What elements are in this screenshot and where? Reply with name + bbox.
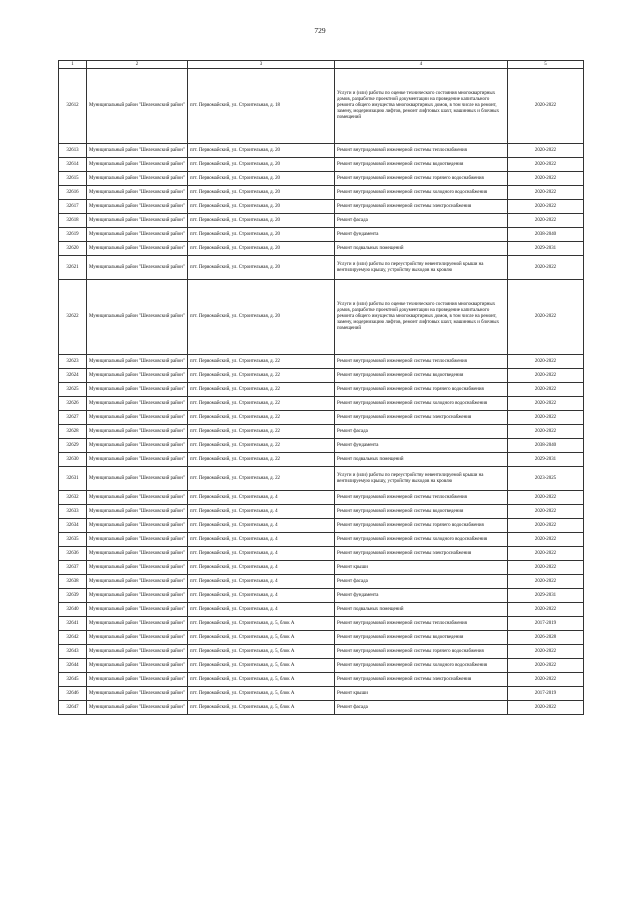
table-row	[59, 256, 584, 280]
building-address: пгт. Первомайский, ул. Строительная, д. 22	[188, 439, 335, 453]
table-row	[59, 519, 584, 533]
row-number: 32646	[59, 687, 87, 701]
table-row	[59, 561, 584, 575]
building-address: пгт. Первомайский, ул. Строительная, д. 20	[188, 228, 335, 242]
municipal-district: Муниципальный район "Шелеховский район"	[87, 425, 188, 439]
building-address: пгт. Первомайский, ул. Строительная, д. 22	[188, 453, 335, 467]
building-address: пгт. Первомайский, ул. Строительная, д. 5, блок А	[188, 673, 335, 687]
planned-period: 2020-2022	[508, 397, 584, 411]
building-address: пгт. Первомайский, ул. Строительная, д. 5, блок А	[188, 659, 335, 673]
row-number: 32628	[59, 425, 87, 439]
work-description: Ремонт внутридомовой инженерной системы холодного водоснабжения	[335, 659, 508, 673]
municipal-district: Муниципальный район "Шелеховский район"	[87, 172, 188, 186]
table-row	[59, 547, 584, 561]
table-header-row	[59, 61, 584, 69]
planned-period: 2020-2022	[508, 673, 584, 687]
row-number: 32623	[59, 355, 87, 369]
table-row	[59, 687, 584, 701]
work-description: Ремонт внутридомовой инженерной системы горячего водоснабжения	[335, 519, 508, 533]
table-row	[59, 69, 584, 144]
municipal-district: Муниципальный район "Шелеховский район"	[87, 186, 188, 200]
row-number: 32642	[59, 631, 87, 645]
municipal-district: Муниципальный район "Шелеховский район"	[87, 439, 188, 453]
planned-period: 2020-2022	[508, 659, 584, 673]
municipal-district: Муниципальный район "Шелеховский район"	[87, 144, 188, 158]
municipal-district: Муниципальный район "Шелеховский район"	[87, 69, 188, 144]
municipal-district: Муниципальный район "Шелеховский район"	[87, 491, 188, 505]
planned-period: 2020-2022	[508, 411, 584, 425]
table-row	[59, 439, 584, 453]
work-description: Ремонт фундамента	[335, 439, 508, 453]
work-description: Ремонт внутридомовой инженерной системы холодного водоснабжения	[335, 397, 508, 411]
work-description: Ремонт крыши	[335, 687, 508, 701]
table-row	[59, 397, 584, 411]
column-header: 4	[335, 61, 508, 69]
work-description: Ремонт внутридомовой инженерной системы электроснабжения	[335, 200, 508, 214]
work-description: Ремонт внутридомовой инженерной системы теплоснабжения	[335, 144, 508, 158]
municipal-district: Муниципальный район "Шелеховский район"	[87, 397, 188, 411]
table-row	[59, 228, 584, 242]
column-header: 1	[59, 61, 87, 69]
building-address: пгт. Первомайский, ул. Строительная, д. 4	[188, 533, 335, 547]
table-row	[59, 172, 584, 186]
municipal-district: Муниципальный район "Шелеховский район"	[87, 519, 188, 533]
municipal-district: Муниципальный район "Шелеховский район"	[87, 383, 188, 397]
planned-period: 2020-2022	[508, 603, 584, 617]
work-description: Ремонт внутридомовой инженерной системы теплоснабжения	[335, 491, 508, 505]
municipal-district: Муниципальный район "Шелеховский район"	[87, 617, 188, 631]
work-description: Ремонт внутридомовой инженерной системы водоотведения	[335, 505, 508, 519]
row-number: 32636	[59, 547, 87, 561]
work-description: Ремонт внутридомовой инженерной системы горячего водоснабжения	[335, 383, 508, 397]
planned-period: 2020-2022	[508, 519, 584, 533]
table-row	[59, 214, 584, 228]
municipal-district: Муниципальный район "Шелеховский район"	[87, 411, 188, 425]
row-number: 32626	[59, 397, 87, 411]
work-description: Ремонт внутридомовой инженерной системы холодного водоснабжения	[335, 533, 508, 547]
row-number: 32615	[59, 172, 87, 186]
row-number: 32632	[59, 491, 87, 505]
row-number: 32635	[59, 533, 87, 547]
planned-period: 2020-2022	[508, 214, 584, 228]
planned-period: 2020-2022	[508, 547, 584, 561]
row-number: 32643	[59, 645, 87, 659]
planned-period: 2020-2022	[508, 172, 584, 186]
row-number: 32631	[59, 467, 87, 491]
work-description: Ремонт внутридомовой инженерной системы горячего водоснабжения	[335, 172, 508, 186]
row-number: 32640	[59, 603, 87, 617]
municipal-district: Муниципальный район "Шелеховский район"	[87, 369, 188, 383]
work-description: Ремонт внутридомовой инженерной системы водоотведения	[335, 631, 508, 645]
table-row	[59, 701, 584, 715]
work-description: Ремонт внутридомовой инженерной системы электроснабжения	[335, 673, 508, 687]
work-description: Ремонт внутридомовой инженерной системы водоотведения	[335, 158, 508, 172]
planned-period: 2029-2031	[508, 589, 584, 603]
planned-period: 2017-2019	[508, 687, 584, 701]
building-address: пгт. Первомайский, ул. Строительная, д. 5, блок А	[188, 701, 335, 715]
municipal-district: Муниципальный район "Шелеховский район"	[87, 242, 188, 256]
table-row	[59, 505, 584, 519]
planned-period: 2020-2022	[508, 645, 584, 659]
table-row	[59, 280, 584, 355]
row-number: 32627	[59, 411, 87, 425]
table-row	[59, 631, 584, 645]
planned-period: 2020-2022	[508, 355, 584, 369]
work-description: Ремонт подвальных помещений	[335, 603, 508, 617]
planned-period: 2020-2022	[508, 575, 584, 589]
municipal-district: Муниципальный район "Шелеховский район"	[87, 589, 188, 603]
municipal-district: Муниципальный район "Шелеховский район"	[87, 467, 188, 491]
planned-period: 2038-2040	[508, 228, 584, 242]
table-row	[59, 603, 584, 617]
table-row	[59, 617, 584, 631]
row-number: 32612	[59, 69, 87, 144]
row-number: 32645	[59, 673, 87, 687]
building-address: пгт. Первомайский, ул. Строительная, д. 22	[188, 411, 335, 425]
row-number: 32613	[59, 144, 87, 158]
municipal-district: Муниципальный район "Шелеховский район"	[87, 645, 188, 659]
row-number: 32618	[59, 214, 87, 228]
column-header: 5	[508, 61, 584, 69]
municipal-district: Муниципальный район "Шелеховский район"	[87, 453, 188, 467]
column-header: 3	[188, 61, 335, 69]
planned-period: 2020-2022	[508, 701, 584, 715]
building-address: пгт. Первомайский, ул. Строительная, д. 22	[188, 355, 335, 369]
building-address: пгт. Первомайский, ул. Строительная, д. 20	[188, 200, 335, 214]
municipal-district: Муниципальный район "Шелеховский район"	[87, 158, 188, 172]
work-description: Ремонт внутридомовой инженерной системы электроснабжения	[335, 411, 508, 425]
work-description: Ремонт подвальных помещений	[335, 453, 508, 467]
work-description: Ремонт внутридомовой инженерной системы электроснабжения	[335, 547, 508, 561]
row-number: 32619	[59, 228, 87, 242]
building-address: пгт. Первомайский, ул. Строительная, д. 20	[188, 158, 335, 172]
table-row	[59, 453, 584, 467]
table-row	[59, 575, 584, 589]
planned-period: 2020-2022	[508, 533, 584, 547]
repair-schedule-table	[58, 60, 584, 715]
work-description: Ремонт подвальных помещений	[335, 242, 508, 256]
municipal-district: Муниципальный район "Шелеховский район"	[87, 659, 188, 673]
building-address: пгт. Первомайский, ул. Строительная, д. 22	[188, 369, 335, 383]
planned-period: 2029-2031	[508, 453, 584, 467]
municipal-district: Муниципальный район "Шелеховский район"	[87, 701, 188, 715]
row-number: 32638	[59, 575, 87, 589]
building-address: пгт. Первомайский, ул. Строительная, д. 20	[188, 172, 335, 186]
row-number: 32625	[59, 383, 87, 397]
table-row	[59, 186, 584, 200]
table-row	[59, 369, 584, 383]
building-address: пгт. Первомайский, ул. Строительная, д. 22	[188, 397, 335, 411]
building-address: пгт. Первомайский, ул. Строительная, д. 5, блок А	[188, 645, 335, 659]
building-address: пгт. Первомайский, ул. Строительная, д. 4	[188, 547, 335, 561]
municipal-district: Муниципальный район "Шелеховский район"	[87, 687, 188, 701]
work-description: Ремонт внутридомовой инженерной системы холодного водоснабжения	[335, 186, 508, 200]
building-address: пгт. Первомайский, ул. Строительная, д. 4	[188, 505, 335, 519]
building-address: пгт. Первомайский, ул. Строительная, д. 20	[188, 144, 335, 158]
table-row	[59, 425, 584, 439]
work-description: Ремонт внутридомовой инженерной системы водоотведения	[335, 369, 508, 383]
planned-period: 2026-2028	[508, 631, 584, 645]
row-number: 32630	[59, 453, 87, 467]
municipal-district: Муниципальный район "Шелеховский район"	[87, 631, 188, 645]
row-number: 32633	[59, 505, 87, 519]
planned-period: 2020-2022	[508, 158, 584, 172]
building-address: пгт. Первомайский, ул. Строительная, д. 22	[188, 467, 335, 491]
building-address: пгт. Первомайский, ул. Строительная, д. 5, блок А	[188, 687, 335, 701]
building-address: пгт. Первомайский, ул. Строительная, д. 20	[188, 214, 335, 228]
planned-period: 2029-2031	[508, 242, 584, 256]
building-address: пгт. Первомайский, ул. Строительная, д. 5, блок А	[188, 617, 335, 631]
planned-period: 2020-2022	[508, 200, 584, 214]
row-number: 32629	[59, 439, 87, 453]
column-header: 2	[87, 61, 188, 69]
row-number: 32617	[59, 200, 87, 214]
row-number: 32622	[59, 280, 87, 355]
municipal-district: Муниципальный район "Шелеховский район"	[87, 603, 188, 617]
municipal-district: Муниципальный район "Шелеховский район"	[87, 547, 188, 561]
planned-period: 2020-2022	[508, 561, 584, 575]
work-description: Ремонт фундамента	[335, 228, 508, 242]
work-description: Услуги и (или) работы по оценке технического состояния многоквартирных домов, разработке проектной документации на проведение капитального ремонта общего имущества многоквартирных домов, в том числе на ремонт, замену, модернизацию лифтов, ремонт лифтовых шахт, машинных и блочных помещений	[335, 280, 508, 355]
table-row	[59, 411, 584, 425]
table-row	[59, 383, 584, 397]
planned-period: 2023-2025	[508, 467, 584, 491]
row-number: 32616	[59, 186, 87, 200]
municipal-district: Муниципальный район "Шелеховский район"	[87, 280, 188, 355]
planned-period: 2020-2022	[508, 491, 584, 505]
table-row	[59, 589, 584, 603]
table-row	[59, 533, 584, 547]
building-address: пгт. Первомайский, ул. Строительная, д. 20	[188, 186, 335, 200]
planned-period: 2020-2022	[508, 69, 584, 144]
work-description: Услуги и (или) работы по оценке технического состояния многоквартирных домов, разработке проектной документации на проведение капитального ремонта общего имущества многоквартирных домов, в том числе на ремонт, замену, модернизацию лифтов, ремонт лифтовых шахт, машинных и блочных помещений	[335, 69, 508, 144]
municipal-district: Муниципальный район "Шелеховский район"	[87, 533, 188, 547]
work-description: Ремонт крыши	[335, 561, 508, 575]
row-number: 32637	[59, 561, 87, 575]
work-description: Ремонт внутридомовой инженерной системы горячего водоснабжения	[335, 645, 508, 659]
work-description: Ремонт фасада	[335, 701, 508, 715]
row-number: 32634	[59, 519, 87, 533]
building-address: пгт. Первомайский, ул. Строительная, д. 20	[188, 256, 335, 280]
work-description: Услуги и (или) работы по переустройству невентилируемой крыши на вентилируемую крышу, устройству выходов на кровлю	[335, 467, 508, 491]
municipal-district: Муниципальный район "Шелеховский район"	[87, 673, 188, 687]
table-row	[59, 659, 584, 673]
table-row	[59, 491, 584, 505]
work-description: Ремонт фасада	[335, 214, 508, 228]
building-address: пгт. Первомайский, ул. Строительная, д. 20	[188, 280, 335, 355]
table-row	[59, 467, 584, 491]
work-description: Ремонт внутридомовой инженерной системы теплоснабжения	[335, 355, 508, 369]
municipal-district: Муниципальный район "Шелеховский район"	[87, 228, 188, 242]
work-description: Услуги и (или) работы по переустройству невентилируемой крыши на вентилируемую крышу, устройству выходов на кровлю	[335, 256, 508, 280]
building-address: пгт. Первомайский, ул. Строительная, д. 22	[188, 425, 335, 439]
building-address: пгт. Первомайский, ул. Строительная, д. 20	[188, 242, 335, 256]
work-description: Ремонт фундамента	[335, 589, 508, 603]
table-row	[59, 355, 584, 369]
page-number: 729	[314, 26, 326, 35]
municipal-district: Муниципальный район "Шелеховский район"	[87, 214, 188, 228]
table-row	[59, 242, 584, 256]
row-number: 32647	[59, 701, 87, 715]
planned-period: 2020-2022	[508, 505, 584, 519]
row-number: 32620	[59, 242, 87, 256]
planned-period: 2020-2022	[508, 144, 584, 158]
work-description: Ремонт фасада	[335, 575, 508, 589]
table-row	[59, 200, 584, 214]
planned-period: 2020-2022	[508, 186, 584, 200]
row-number: 32621	[59, 256, 87, 280]
municipal-district: Муниципальный район "Шелеховский район"	[87, 355, 188, 369]
table-row	[59, 158, 584, 172]
planned-period: 2020-2022	[508, 280, 584, 355]
building-address: пгт. Первомайский, ул. Строительная, д. 4	[188, 575, 335, 589]
row-number: 32641	[59, 617, 87, 631]
planned-period: 2020-2022	[508, 425, 584, 439]
municipal-district: Муниципальный район "Шелеховский район"	[87, 575, 188, 589]
work-description: Ремонт внутридомовой инженерной системы теплоснабжения	[335, 617, 508, 631]
building-address: пгт. Первомайский, ул. Строительная, д. 5, блок А	[188, 631, 335, 645]
municipal-district: Муниципальный район "Шелеховский район"	[87, 200, 188, 214]
work-description: Ремонт фасада	[335, 425, 508, 439]
table-row	[59, 645, 584, 659]
municipal-district: Муниципальный район "Шелеховский район"	[87, 256, 188, 280]
planned-period: 2020-2022	[508, 256, 584, 280]
row-number: 32624	[59, 369, 87, 383]
building-address: пгт. Первомайский, ул. Строительная, д. 4	[188, 561, 335, 575]
row-number: 32644	[59, 659, 87, 673]
building-address: пгт. Первомайский, ул. Строительная, д. 4	[188, 603, 335, 617]
planned-period: 2020-2022	[508, 369, 584, 383]
row-number: 32639	[59, 589, 87, 603]
municipal-district: Муниципальный район "Шелеховский район"	[87, 505, 188, 519]
planned-period: 2017-2019	[508, 617, 584, 631]
building-address: пгт. Первомайский, ул. Строительная, д. 4	[188, 519, 335, 533]
building-address: пгт. Первомайский, ул. Строительная, д. 4	[188, 589, 335, 603]
planned-period: 2038-2040	[508, 439, 584, 453]
table-row	[59, 673, 584, 687]
building-address: пгт. Первомайский, ул. Строительная, д. 4	[188, 491, 335, 505]
building-address: пгт. Первомайский, ул. Строительная, д. 18	[188, 69, 335, 144]
planned-period: 2020-2022	[508, 383, 584, 397]
municipal-district: Муниципальный район "Шелеховский район"	[87, 561, 188, 575]
table-row	[59, 144, 584, 158]
row-number: 32614	[59, 158, 87, 172]
building-address: пгт. Первомайский, ул. Строительная, д. 22	[188, 383, 335, 397]
